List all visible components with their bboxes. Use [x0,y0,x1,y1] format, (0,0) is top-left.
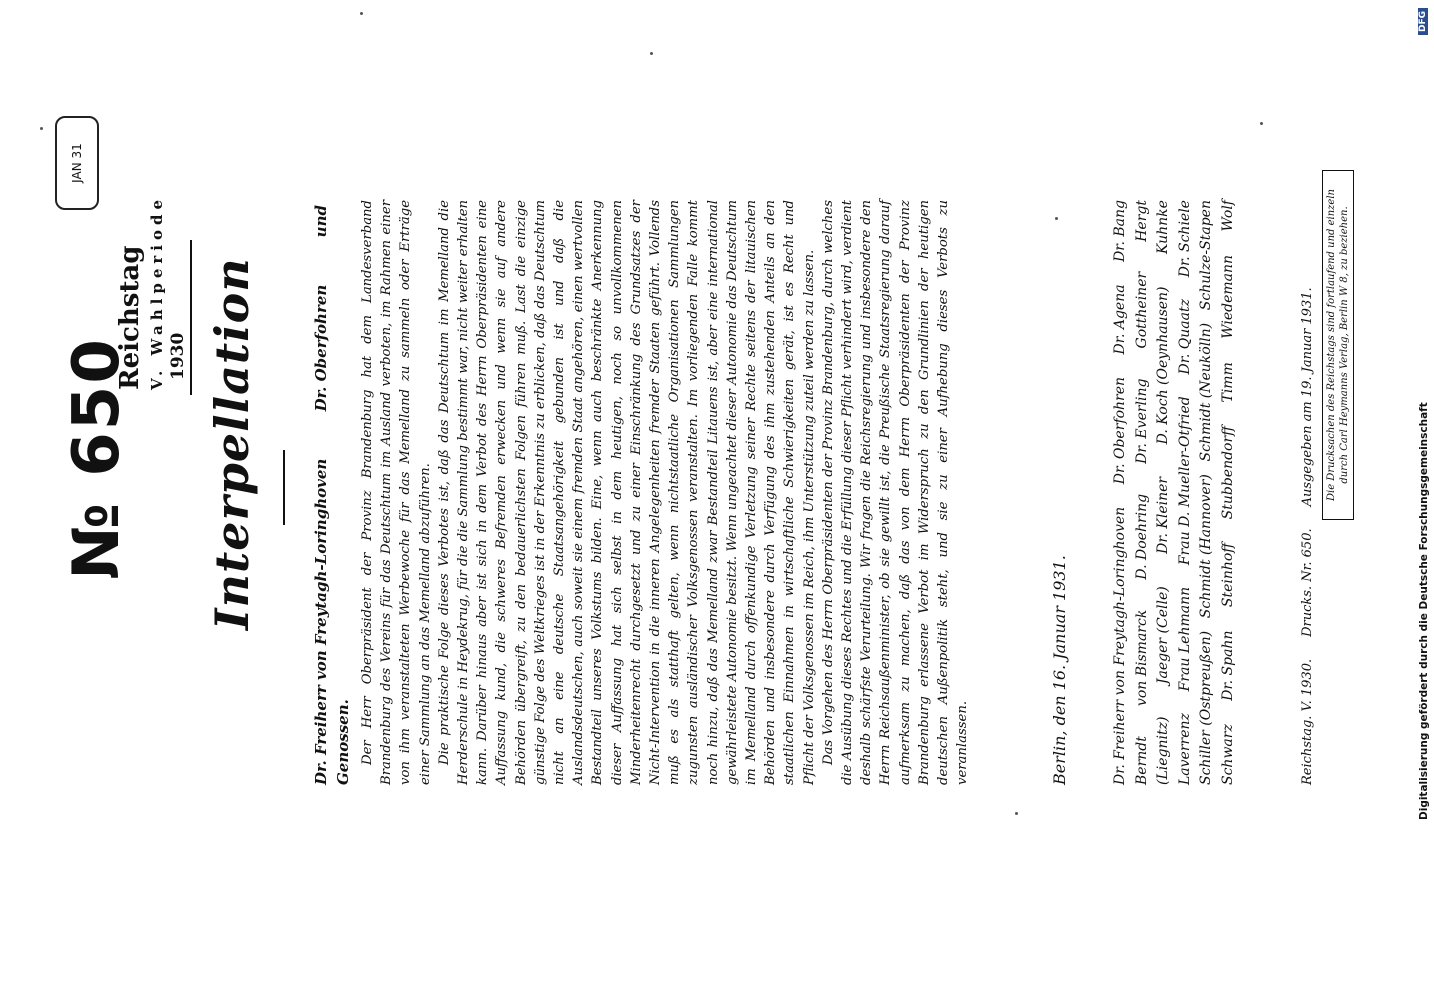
speck [40,127,43,130]
signer-row [1196,200,1218,785]
distribution-note: Die Drucksachen des Reichstags sind fortlaufend und einzeln durch Carl Heymanns Verlag, Berlin W 8, zu beziehen. [1322,170,1354,520]
signer-row [1110,200,1132,785]
dfg-logo: DFG [1418,8,1428,35]
header-rule [190,240,192,395]
signer: Wiedemann [1219,254,1236,339]
archive-stamp [55,116,99,210]
signer: Dr. Spahn [1219,630,1236,701]
signer: Berndt [1133,736,1150,785]
signers-block [1110,200,1239,785]
speck [360,12,363,15]
signer: Dr. Everling [1133,378,1150,464]
signer: Schulze-Stapen [1198,200,1214,311]
signer: Dr. Agena [1112,284,1128,355]
signer: Stubbendorff [1219,425,1236,520]
authors-line [310,205,354,785]
digitization-note: Digitalisierung gefördert durch die Deutsche Forschungsgemeinschaft [1418,402,1430,820]
signer: Dr. Quaatz [1176,299,1193,375]
footer-left: Reichstag. V. 1930. [1300,658,1315,785]
signer: Laverrenz [1176,713,1193,785]
author-conj: und [312,205,330,238]
header-wahlperiode: V. Wahlperiode [148,195,166,390]
signer: Schmidt (Hannover) [1198,474,1214,619]
footer-middle: Drucks. Nr. 650. [1300,528,1315,637]
signer: Gottheiner [1133,271,1150,349]
authors-genossen: Genossen. [334,699,352,785]
signer: Timm [1219,362,1236,403]
signer: Hergt [1133,200,1150,242]
document-number: № 650 [60,337,134,580]
header-reichstag: Reichstag [115,245,145,390]
signer: D. Doehring [1133,493,1150,580]
signer: Jaeger (Celle) [1155,586,1171,685]
signer: Schmidt (Neukölln) [1198,322,1214,462]
signer: Dr. Kleiner [1155,476,1171,554]
signer-row [1218,200,1240,785]
signer-row [1132,200,1154,785]
signer: (Liegnitz) [1155,716,1171,785]
title-rule [283,450,285,525]
document-title: Interpellation [205,257,259,630]
speck [1055,217,1058,220]
stamp-text: JAN 31 [70,143,84,183]
footer-right: Ausgegeben am 19. Januar 1931. [1300,287,1315,507]
signer: Dr. Freiherr von Freytagh-Loringhoven [1112,506,1128,785]
signer-row [1175,200,1197,785]
signer: Schwarz [1219,724,1236,785]
signer: Dr. Bang [1112,200,1128,262]
signer: Frau D. Mueller-Otfried [1176,396,1193,566]
signer: von Bismarck [1133,609,1150,707]
footer-line [1300,200,1315,785]
paragraph: Das Vorgehen des Herrn Oberpräsidenten der Provinz Brandenburg, durch welches die Ausübung dieses Rechtes und die Erfüllung dieser Pflicht verhindert wird, verdient deshalb schärfste Verurteilung. Wir fragen die Reichsregierung und insbesondere den Herrn Reichsaußenminister, ob sie gewillt ist, die Preußische Staatsregierung darauf aufmerksam zu machen, daß das von dem Herrn Oberpräsidenten der Provinz Brandenburg erlassene Verbot im Widerspruch zu den Grundlinien der heutigen deutschen Außenpolitik steht, und sie zu einer Aufhebung dieses Verbots zu veranlassen. [820,200,971,785]
paragraph: Die praktische Folge dieses Verbotes ist, daß das Deutschtum im Memelland die Herderschule in Heydekrug, für die die Sammlung bestimmt war, nicht weiter erhalten kann. Darüber hinaus aber ist sich in dem Verbot des Herrn Oberpräsidenten eine Auffassung kund, die schweres Befremden erwecken und wenn sie auf andere Behörden übergreift, zu den bedauerlichsten Folgen führen muß. Last die einzige günstige Folge des Weltkrieges ist in der Erkenntnis zu erblicken, daß das Deutschtum nicht an eine deutsche Staatsangehörigkeit gebunden ist und daß die Auslandsdeutschen, auch soweit sie einem fremden Staat angehören, einen wertvollen Bestandteil unseres Volkstums bilden. Eine, wenn auch beschränkte Anerkennung dieser Auffassung hat sich selbst in dem heutigen, noch so unvollkommenen Minderheitenrecht durchgesetzt und zu einer Einschränkung des Grundsatzes der Nicht-Intervention in die inneren Angelegenheiten fremder Staaten geführt. Vollends muß es als statthaft gelten, wenn nichtstaatliche Organisationen Sammlungen zugunsten ausländischer Volksgenossen veranstalten. Im vorliegenden Falle kommt noch hinzu, daß das Memelland zwar Bestandteil Litauens ist, aber eine international gewährleistete Autonomie besitzt. Wenn ungeachtet dieser Autonomie das Deutschtum im Memelland durch offenkundige Verletzung seiner Rechte seitens der litauischen Behörden und insbesondere durch Verfügung des ihm zustehenden Anteils an den staatlichen Einnahmen in wirtschaftliche Schwierigkeiten gerät, ist es Recht und Pflicht der Volksgenossen im Reich, ihm Unterstützung zuteil werden zu lassen. [436,200,817,785]
signer: Dr. Schiele [1176,200,1193,278]
signer: Frau Lehmann [1176,586,1193,692]
speck [1015,812,1018,815]
author-2: Dr. Oberfohren [312,284,330,412]
paragraph: Der Herr Oberpräsident der Provinz Brandenburg hat dem Landesverband Brandenburg des Vereins für das Deutschtum im Ausland verboten, im Rahmen einer von ihm veranstalteten Werbewoche für das Memelland zu sammeln oder Erträge einer Sammlung an das Memelland abzuführen. [360,200,433,785]
header-year: 1930 [168,332,188,380]
speck [650,52,653,55]
date-line: Berlin, den 16. Januar 1931. [1050,555,1069,785]
signer: D. Koch (Oeynhausen) [1155,286,1171,445]
signer: Dr. Oberfohren [1112,376,1128,485]
speck [1260,122,1263,125]
signer: Kuhnke [1155,200,1171,255]
signer-row [1153,200,1175,785]
signer: Wolf [1219,200,1236,232]
body-text [358,200,973,785]
author-1: Dr. Freiherr von Freytagh-Loringhoven [312,458,330,785]
signer: Schiller (Ostpreußen) [1198,630,1214,785]
signer: Steinhoff [1219,542,1236,608]
